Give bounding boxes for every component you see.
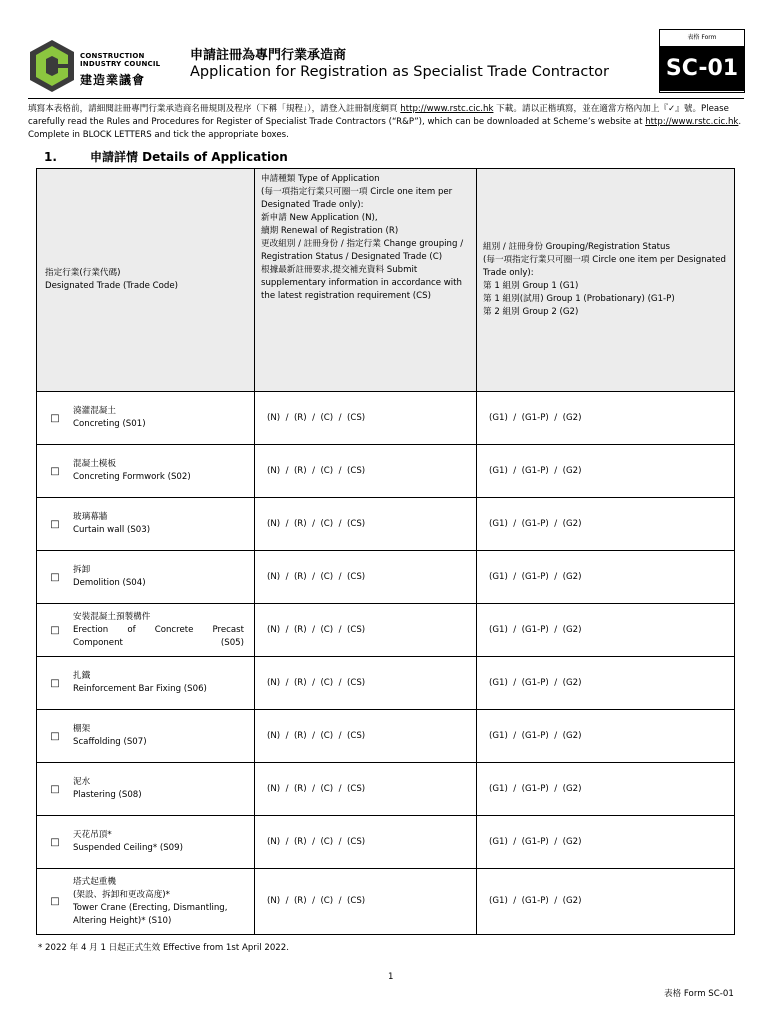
logo-cn-text: 建造業議會 bbox=[80, 73, 146, 87]
table-row bbox=[37, 763, 735, 816]
trade-name-en: Demolition (S04) bbox=[73, 578, 146, 588]
footnote: * 2022 年 4 月 1 日起正式生效 Effective from 1st April 2022. bbox=[38, 943, 289, 953]
table-row bbox=[37, 445, 735, 498]
intro-text-3: . Complete in BLOCK LETTERS and tick the appropriate boxes. bbox=[28, 117, 742, 140]
trade-name-cn: 天花吊頂* bbox=[73, 830, 112, 840]
trade-name-en: Concreting (S01) bbox=[73, 419, 146, 429]
trade-name bbox=[73, 458, 248, 484]
table-row bbox=[37, 710, 735, 763]
type-options-cell[interactable] bbox=[255, 816, 477, 869]
form-code: SC-01 bbox=[660, 46, 744, 91]
trade-cell bbox=[37, 498, 255, 551]
table-row bbox=[37, 657, 735, 710]
group-g1: 第 1 組別 Group 1 (G1) bbox=[483, 281, 579, 291]
trade-cell bbox=[37, 551, 255, 604]
header-divider bbox=[28, 98, 744, 99]
trade-cell bbox=[37, 657, 255, 710]
group-options-cell[interactable] bbox=[477, 445, 735, 498]
group-heading: 組別 / 註冊身份 Grouping/Registration Status bbox=[483, 242, 670, 252]
trade-name bbox=[73, 876, 248, 928]
type-options[interactable]: (N) / (R) / (C) / (CS) bbox=[267, 624, 366, 635]
type-options-cell[interactable] bbox=[255, 763, 477, 816]
group-options[interactable]: (G1) / (G1-P) / (G2) bbox=[489, 730, 582, 741]
trade-name bbox=[73, 670, 248, 696]
table-row bbox=[37, 498, 735, 551]
group-options-cell[interactable] bbox=[477, 551, 735, 604]
type-options[interactable]: (N) / (R) / (C) / (CS) bbox=[267, 896, 366, 906]
group-options-cell[interactable] bbox=[477, 710, 735, 763]
trade-name bbox=[73, 776, 248, 802]
group-options[interactable]: (G1) / (G1-P) / (G2) bbox=[489, 783, 582, 794]
group-options-cell[interactable] bbox=[477, 816, 735, 869]
trade-name-cn: 混凝土模板 bbox=[73, 459, 116, 469]
type-renewal: 續期 Renewal of Registration (R) bbox=[261, 226, 399, 236]
group-options-cell[interactable] bbox=[477, 657, 735, 710]
table-header-row bbox=[37, 169, 735, 392]
group-g1p: 第 1 組別(試用) Group 1 (Probationary) (G1-P) bbox=[483, 294, 675, 304]
type-new: 新申請 New Application (N), bbox=[261, 213, 378, 223]
type-options[interactable]: (N) / (R) / (C) / (CS) bbox=[267, 783, 366, 794]
type-options-cell[interactable] bbox=[255, 392, 477, 445]
form-code-box bbox=[659, 29, 745, 93]
rstc-website-link-2[interactable]: http://www.rstc.cic.hk bbox=[645, 117, 739, 127]
type-options-cell[interactable] bbox=[255, 551, 477, 604]
trade-cell bbox=[37, 816, 255, 869]
section-title: 申請詳情 Details of Application bbox=[90, 150, 288, 164]
group-options-cell[interactable] bbox=[477, 869, 735, 935]
trade-name-en: Plastering (S08) bbox=[73, 790, 142, 800]
header-trade-en: Designated Trade (Trade Code) bbox=[45, 281, 179, 291]
trade-cell bbox=[37, 869, 255, 935]
rstc-website-link[interactable]: http://www.rstc.cic.hk bbox=[400, 104, 494, 114]
table-row bbox=[37, 816, 735, 869]
title-english: Application for Registration as Specialist Trade Contractor bbox=[190, 64, 609, 80]
cic-logo bbox=[30, 40, 190, 92]
trade-cell bbox=[37, 604, 255, 657]
logo-en-text: CONSTRUCTION INDUSTRY COUNCIL bbox=[80, 52, 161, 68]
trade-checkbox[interactable]: □ bbox=[50, 730, 60, 742]
trade-name-cn: 玻璃幕牆 bbox=[73, 512, 108, 522]
header-grouping-status bbox=[477, 169, 735, 392]
trade-cell bbox=[37, 710, 255, 763]
group-options-cell[interactable] bbox=[477, 604, 735, 657]
type-options-cell[interactable] bbox=[255, 445, 477, 498]
type-options[interactable]: (N) / (R) / (C) / (CS) bbox=[267, 730, 366, 741]
page-number: 1 bbox=[388, 972, 394, 982]
type-instruction: (每一項指定行業只可圈一項 Circle one item per Designated Trade only): bbox=[261, 187, 453, 210]
type-options-cell[interactable] bbox=[255, 604, 477, 657]
trade-name-cn: 拆卸 bbox=[73, 565, 91, 575]
table-row bbox=[37, 392, 735, 445]
form-label: 表格 Form bbox=[660, 30, 744, 46]
type-options-cell[interactable] bbox=[255, 498, 477, 551]
trade-name-cn: 泥水 bbox=[73, 777, 91, 787]
group-options-cell[interactable] bbox=[477, 498, 735, 551]
trade-name bbox=[73, 611, 248, 650]
trade-name-en: Tower Crane (Erecting, Dismantling, Altering Height)* (S10) bbox=[73, 902, 228, 926]
trade-cell bbox=[37, 392, 255, 445]
trade-name-cn: 扎鐵 bbox=[73, 671, 91, 681]
title-chinese: 申請註冊為專門行業承造商 bbox=[190, 48, 347, 63]
type-options-cell[interactable] bbox=[255, 869, 477, 935]
group-options[interactable]: (G1) / (G1-P) / (G2) bbox=[489, 624, 582, 635]
group-options-cell[interactable] bbox=[477, 392, 735, 445]
table-row bbox=[37, 604, 735, 657]
trade-name-cn: 澆灌混凝土 bbox=[73, 406, 116, 416]
group-g2: 第 2 組別 Group 2 (G2) bbox=[483, 307, 579, 317]
intro-paragraph bbox=[28, 103, 746, 142]
type-options[interactable]: (N) / (R) / (C) / (CS) bbox=[267, 571, 366, 582]
cic-logo-icon bbox=[30, 40, 74, 92]
type-options[interactable]: (N) / (R) / (C) / (CS) bbox=[267, 677, 366, 688]
trade-checkbox[interactable]: □ bbox=[50, 783, 60, 795]
type-options[interactable]: (N) / (R) / (C) / (CS) bbox=[267, 412, 366, 423]
intro-text-1: 填寫本表格前，請細閱註冊專門行業承造商名冊規則及程序（下稱「規程」），請登入註冊制度網頁 bbox=[28, 104, 401, 114]
trade-name-cn: 安裝混凝土預製構件 bbox=[73, 611, 151, 622]
header-designated-trade bbox=[37, 169, 255, 392]
trade-checkbox[interactable]: □ bbox=[50, 896, 60, 907]
type-change: 更改組別 / 註冊身份 / 指定行業 Change grouping / Registration Status / Designated Trade (C) bbox=[261, 239, 464, 262]
type-options-cell[interactable] bbox=[255, 710, 477, 763]
trade-name bbox=[73, 511, 248, 537]
section-number: 1. bbox=[44, 150, 57, 164]
trade-name-cn: 塔式起重機 (架設、拆卸和更改高度)* bbox=[73, 876, 170, 900]
type-supplementary: 根據最新註冊要求,提交補充資料 Submit supplementary information in accordance with the latest registration requirement (CS) bbox=[261, 265, 462, 301]
type-options[interactable]: (N) / (R) / (C) / (CS) bbox=[267, 836, 366, 847]
trade-checkbox[interactable]: □ bbox=[50, 624, 60, 636]
trade-name-cn: 棚架 bbox=[73, 724, 91, 734]
group-options[interactable]: (G1) / (G1-P) / (G2) bbox=[489, 677, 582, 688]
trade-cell bbox=[37, 445, 255, 498]
trade-checkbox[interactable]: □ bbox=[50, 677, 60, 689]
type-options[interactable]: (N) / (R) / (C) / (CS) bbox=[267, 518, 366, 529]
trade-checkbox[interactable]: □ bbox=[50, 412, 60, 424]
group-instruction: (每一項指定行業只可圈一項 Circle one item per Designated Trade only): bbox=[483, 255, 727, 278]
application-details-table bbox=[36, 168, 735, 935]
group-options[interactable]: (G1) / (G1-P) / (G2) bbox=[489, 836, 582, 847]
trade-name bbox=[73, 564, 248, 590]
trade-name-en: Scaffolding (S07) bbox=[73, 737, 147, 747]
group-options-cell[interactable] bbox=[477, 763, 735, 816]
header-trade-cn: 指定行業(行業代碼) bbox=[45, 268, 121, 278]
group-options[interactable]: (G1) / (G1-P) / (G2) bbox=[489, 518, 582, 529]
trade-name bbox=[73, 405, 248, 431]
trade-name-en: Reinforcement Bar Fixing (S06) bbox=[73, 684, 207, 694]
trade-name-en: Concreting Formwork (S02) bbox=[73, 472, 191, 482]
table-row bbox=[37, 869, 735, 935]
footer-form-code: 表格 Form SC-01 bbox=[664, 989, 734, 999]
table-row bbox=[37, 551, 735, 604]
trade-checkbox[interactable]: □ bbox=[50, 571, 60, 583]
section-heading bbox=[44, 148, 288, 165]
type-options[interactable]: (N) / (R) / (C) / (CS) bbox=[267, 465, 366, 476]
group-options[interactable]: (G1) / (G1-P) / (G2) bbox=[489, 571, 582, 582]
trade-name-en: Suspended Ceiling* (S09) bbox=[73, 843, 183, 853]
trade-cell bbox=[37, 763, 255, 816]
group-options[interactable]: (G1) / (G1-P) / (G2) bbox=[489, 465, 582, 476]
group-options[interactable]: (G1) / (G1-P) / (G2) bbox=[489, 896, 582, 906]
trade-name bbox=[73, 723, 248, 749]
trade-name-en: Curtain wall (S03) bbox=[73, 525, 151, 535]
group-options[interactable]: (G1) / (G1-P) / (G2) bbox=[489, 412, 582, 423]
type-options-cell[interactable] bbox=[255, 657, 477, 710]
intro-text-2: 下載。請以正楷填寫，並在適當方格內加上『✓』號。Please carefully read the Rules and Procedures for Register of Specialist Trade Contractors (“R&P”), which can be downloaded at Scheme’s website at bbox=[28, 104, 729, 127]
type-heading: 申請種類 Type of Application bbox=[261, 174, 380, 184]
trade-name-en: Erection of Concrete Precast Component (S05) bbox=[73, 624, 244, 648]
trade-checkbox[interactable]: □ bbox=[50, 836, 60, 848]
trade-name bbox=[73, 829, 248, 855]
trade-checkbox[interactable]: □ bbox=[50, 518, 60, 530]
trade-checkbox[interactable]: □ bbox=[50, 465, 60, 477]
header-type-of-application bbox=[255, 169, 477, 392]
